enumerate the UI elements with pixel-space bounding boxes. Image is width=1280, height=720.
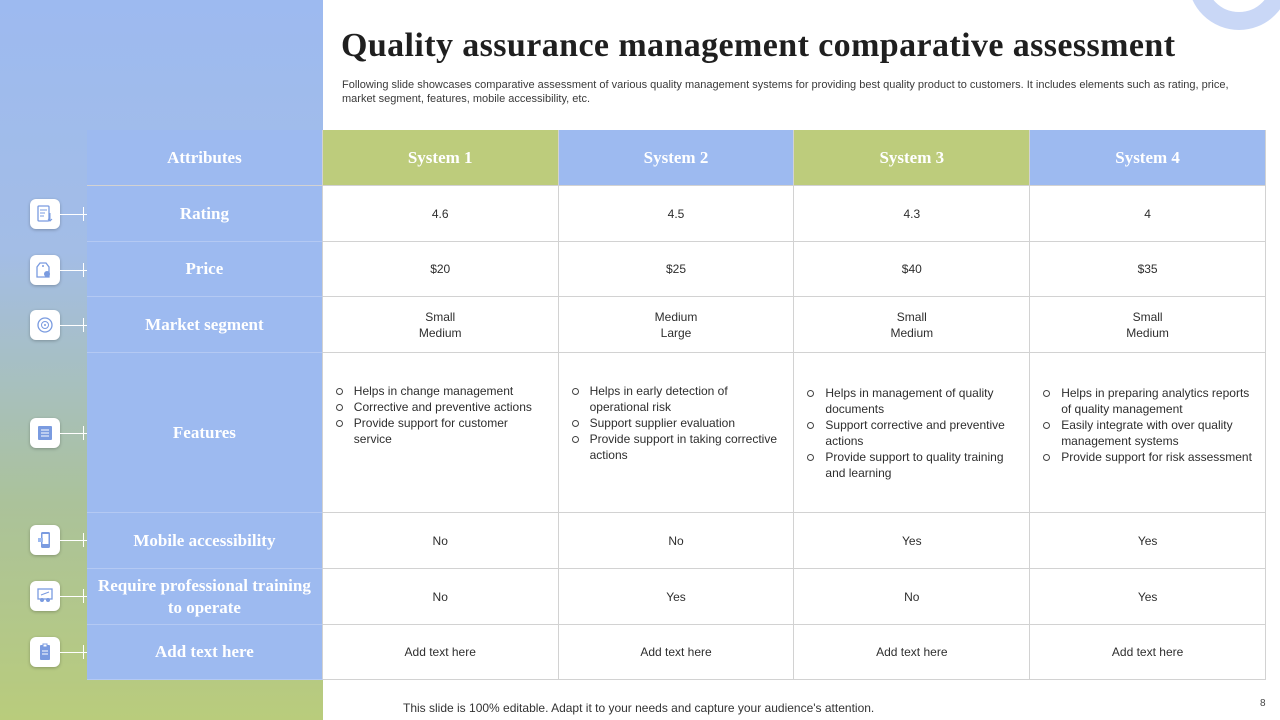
connector-tick <box>83 533 84 547</box>
list-item: Support corrective and preventive actions <box>806 417 1019 449</box>
target-segment-icon <box>30 310 60 340</box>
header-system-4: System 4 <box>1030 130 1266 186</box>
table-cell: Yes <box>1030 513 1266 569</box>
cell-line: Small <box>896 309 927 324</box>
table-cell <box>323 353 559 513</box>
connector-tick <box>83 318 84 332</box>
table-cell: No <box>323 569 559 625</box>
table-row <box>87 242 1266 297</box>
table-row <box>87 569 1266 625</box>
cell-line: Small <box>425 309 456 324</box>
table-cell: $25 <box>559 242 795 297</box>
table-cell <box>1030 353 1266 513</box>
cell-line: Large <box>660 325 692 340</box>
list-item: Easily integrate with over quality management systems <box>1042 417 1255 449</box>
feature-list-icon <box>30 418 60 448</box>
cell-line: Medium <box>890 325 934 340</box>
clipboard-icon <box>30 637 60 667</box>
table-row <box>87 513 1266 569</box>
table-cell: No <box>559 513 795 569</box>
list-item: Support supplier evaluation <box>571 415 784 431</box>
table-cell: Yes <box>559 569 795 625</box>
list-item: Provide support in taking corrective actions <box>571 431 784 463</box>
report-chart-icon <box>30 199 60 229</box>
table-cell: Add text here <box>1030 625 1266 680</box>
cell-line: Medium <box>418 325 462 340</box>
row-label-features: Features <box>87 353 323 513</box>
row-label-market-segment: Market segment <box>87 297 323 353</box>
row-label-rating: Rating <box>87 186 323 242</box>
table-row <box>87 297 1266 353</box>
table-cell: Yes <box>1030 569 1266 625</box>
header-system-3: System 3 <box>794 130 1030 186</box>
table-cell: 4.5 <box>559 186 795 242</box>
list-item: Helps in management of quality documents <box>806 385 1019 417</box>
row-label-price: Price <box>87 242 323 297</box>
table-row <box>87 353 1266 513</box>
table-cell: Yes <box>794 513 1030 569</box>
feature-list <box>1042 385 1255 465</box>
table-cell <box>323 297 559 353</box>
decorative-ring <box>1188 0 1280 30</box>
table-cell: 4.6 <box>323 186 559 242</box>
connector-tick <box>83 645 84 659</box>
connector-tick <box>83 426 84 440</box>
slide-title: Quality assurance management comparative assessment <box>341 27 1176 64</box>
price-tag-icon <box>30 255 60 285</box>
row-label-mobile-accessibility: Mobile accessibility <box>87 513 323 569</box>
table-cell: 4.3 <box>794 186 1030 242</box>
list-item: Corrective and preventive actions <box>335 399 548 415</box>
list-item: Provide support to quality training and learning <box>806 449 1019 481</box>
cell-line: Medium <box>1126 325 1169 340</box>
header-system-1: System 1 <box>323 130 559 186</box>
list-item: Helps in change management <box>335 383 548 399</box>
list-item: Provide support for customer service <box>335 415 548 447</box>
feature-list <box>571 383 784 463</box>
header-system-2: System 2 <box>559 130 795 186</box>
table-row <box>87 625 1266 680</box>
table-cell: $40 <box>794 242 1030 297</box>
cell-line: Small <box>1132 309 1163 324</box>
cell-line: Medium <box>654 309 698 324</box>
connector-tick <box>83 589 84 603</box>
table-cell <box>794 353 1030 513</box>
footer-note: This slide is 100% editable. Adapt it to your needs and capture your audience's attention. <box>403 701 875 715</box>
table-cell: Add text here <box>794 625 1030 680</box>
table-cell <box>559 297 795 353</box>
slide-subtitle: Following slide showcases comparative assessment of various quality management systems for providing best quality product to customers. It includes elements such as rating, price, market segment, features, mobile accessibility, etc. <box>342 79 1229 105</box>
comparison-table <box>87 130 1266 680</box>
list-item: Provide support for risk assessment <box>1042 449 1255 465</box>
connector-tick <box>83 207 84 221</box>
table-cell: $35 <box>1030 242 1266 297</box>
table-cell <box>1030 297 1266 353</box>
header-row <box>87 130 1266 186</box>
table-cell <box>794 297 1030 353</box>
feature-list <box>335 383 548 447</box>
mobile-icon <box>30 525 60 555</box>
table-cell <box>559 353 795 513</box>
connector-tick <box>83 263 84 277</box>
header-attributes: Attributes <box>87 130 323 186</box>
feature-list <box>806 385 1019 481</box>
row-label-training: Require professional training to operate <box>87 569 323 625</box>
page-number: 8 <box>1260 698 1266 709</box>
table-cell: No <box>794 569 1030 625</box>
list-item: Helps in preparing analytics reports of quality management <box>1042 385 1255 417</box>
table-row <box>87 186 1266 242</box>
table-cell: 4 <box>1030 186 1266 242</box>
row-label-add-text: Add text here <box>87 625 323 680</box>
list-item: Helps in early detection of operational risk <box>571 383 784 415</box>
table-cell: Add text here <box>559 625 795 680</box>
table-cell: $20 <box>323 242 559 297</box>
training-icon <box>30 581 60 611</box>
table-cell: No <box>323 513 559 569</box>
table-cell: Add text here <box>323 625 559 680</box>
